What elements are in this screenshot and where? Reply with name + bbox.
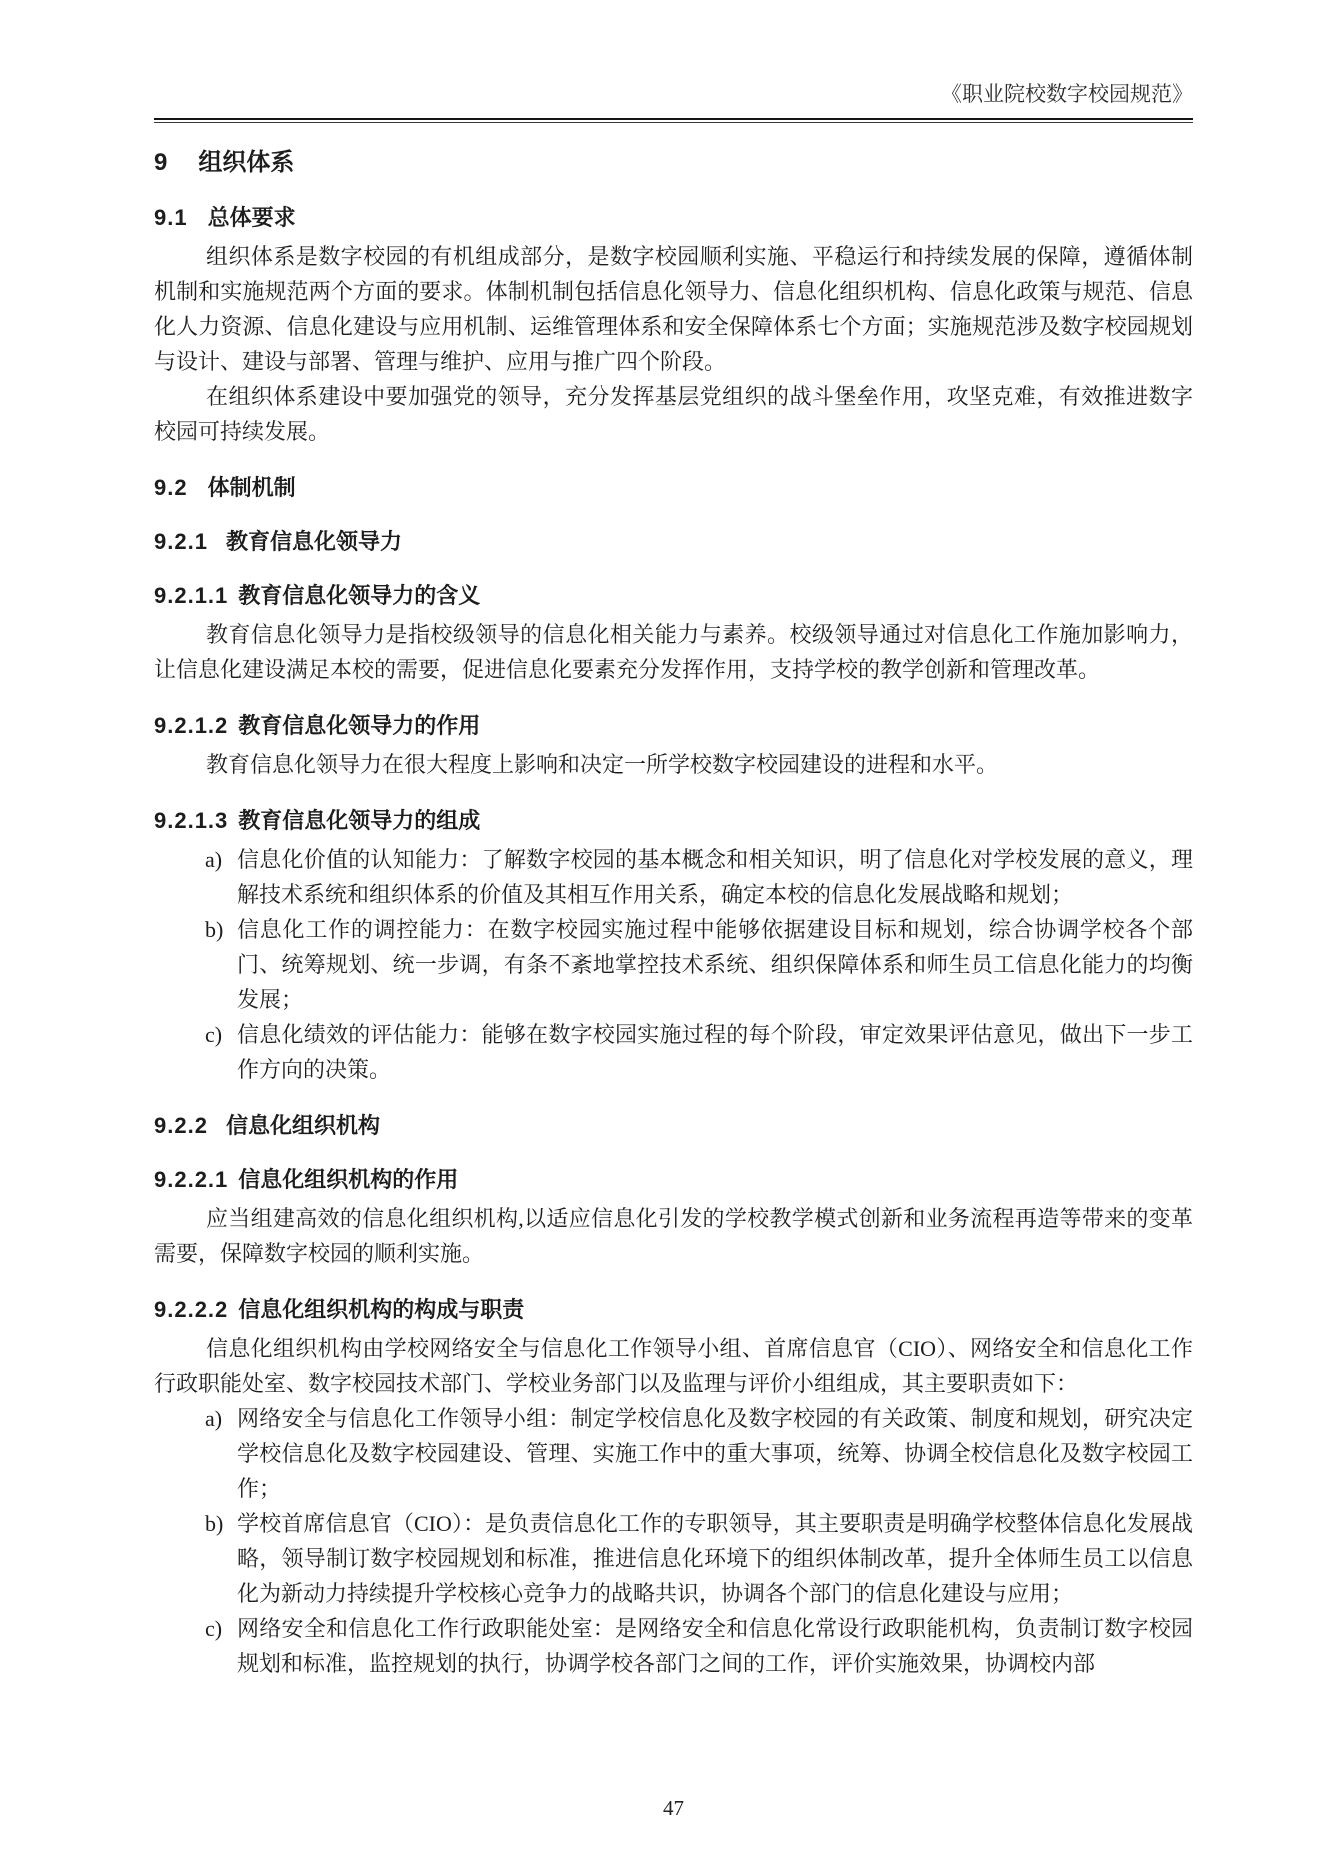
section-number: 9.2.1.2 — [154, 713, 229, 738]
header-title: 《职业院校数字校园规范》 — [941, 82, 1193, 106]
paragraph: 教育信息化领导力在很大程度上影响和决定一所学校数字校园建设的进程和水平。 — [206, 752, 999, 777]
list-marker: b) — [205, 1511, 224, 1536]
list-item-a — [154, 842, 1193, 912]
section-number: 9.2.2.1 — [154, 1167, 229, 1192]
list-item-text: 信息化价值的认知能力：了解数字校园的基本概念和相关知识，明了信息化对学校发展的意义，理解技术系统和组织体系的价值及其相互作用关系，确定本校的信息化发展战略和规划； — [237, 847, 1193, 907]
section-title: 总体要求 — [207, 205, 296, 230]
list-item-text: 信息化工作的调控能力：在数字校园实施过程中能够依据建设目标和规划，综合协调学校各个部门、统筹规划、统一步调，有条不紊地掌控技术系统、组织保障体系和师生员工信息化能力的均衡发展； — [237, 917, 1193, 1012]
chapter-heading-9 — [154, 147, 1193, 179]
list-item-c — [154, 1017, 1193, 1087]
list-marker: a) — [205, 847, 223, 872]
section-title: 信息化组织机构的构成与职责 — [238, 1297, 525, 1322]
list-item-b — [154, 912, 1193, 1017]
section-heading-9-1 — [154, 203, 1193, 233]
list-marker: c) — [205, 1616, 223, 1641]
section-number: 9.2.1.3 — [154, 808, 229, 833]
header-rule — [154, 118, 1193, 123]
list-marker: b) — [205, 917, 224, 942]
paragraph: 组织体系是数字校园的有机组成部分，是数字校园顺利实施、平稳运行和持续发展的保障，遵循体制机制和实施规范两个方面的要求。体制机制包括信息化领导力、信息化组织机构、信息化政策与规范、信息化人力资源、信息化建设与应用机制、运维管理体系和安全保障体系七个方面；实施规范涉及数字校园规划与设计、建设与部署、管理与维护、应用与推广四个阶段。 — [154, 244, 1193, 374]
section-title: 体制机制 — [207, 475, 296, 500]
section-title: 信息化组织机构的作用 — [238, 1167, 459, 1192]
chapter-title: 组织体系 — [198, 149, 295, 176]
list-marker: c) — [205, 1022, 223, 1047]
section-title: 教育信息化领导力的含义 — [238, 583, 481, 608]
list-item-text: 网络安全与信息化工作领导小组：制定学校信息化及数字校园的有关政策、制度和规划，研究决定学校信息化及数字校园建设、管理、实施工作中的重大事项，统筹、协调全校信息化及数字校园工作； — [237, 1406, 1193, 1501]
section-heading-9-2-1 — [154, 527, 1193, 557]
list-item-b — [154, 1506, 1193, 1611]
page-footer — [154, 1796, 1193, 1821]
section-number: 9.2.1 — [154, 529, 208, 554]
page-header — [154, 0, 1193, 106]
section-heading-9-2-2-1 — [154, 1165, 1193, 1195]
list-item-a — [154, 1401, 1193, 1506]
section-number: 9.1 — [154, 205, 188, 230]
paragraph: 应当组建高效的信息化组织机构,以适应信息化引发的学校教学模式创新和业务流程再造等带来的变革需要，保障数字校园的顺利实施。 — [154, 1206, 1193, 1266]
paragraph: 教育信息化领导力是指校级领导的信息化相关能力与素养。校级领导通过对信息化工作施加影响力，让信息化建设满足本校的需要，促进信息化要素充分发挥作用，支持学校的教学创新和管理改革。 — [154, 622, 1193, 682]
section-number: 9.2.1.1 — [154, 583, 229, 608]
section-title: 信息化组织机构 — [225, 1113, 380, 1138]
paragraph: 在组织体系建设中要加强党的领导，充分发挥基层党组织的战斗堡垒作用，攻坚克难，有效推进数字校园可持续发展。 — [154, 384, 1193, 444]
section-heading-9-2-2 — [154, 1111, 1193, 1141]
lettered-list — [154, 1401, 1193, 1681]
section-heading-9-2-1-2 — [154, 711, 1193, 741]
list-item-c — [154, 1611, 1193, 1681]
section-heading-9-2 — [154, 473, 1193, 503]
chapter-number: 9 — [154, 149, 169, 176]
lettered-list — [154, 842, 1193, 1087]
section-number: 9.2 — [154, 475, 188, 500]
section-number: 9.2.2.2 — [154, 1297, 229, 1322]
paragraph: 信息化组织机构由学校网络安全与信息化工作领导小组、首席信息官（CIO）、网络安全和信息化工作行政职能处室、数字校园技术部门、学校业务部门以及监理与评价小组组成，其主要职责如下： — [154, 1336, 1193, 1396]
section-heading-9-2-1-3 — [154, 806, 1193, 836]
section-title: 教育信息化领导力的作用 — [238, 713, 481, 738]
section-heading-9-2-1-1 — [154, 581, 1193, 611]
list-item-text: 学校首席信息官（CIO）：是负责信息化工作的专职领导，其主要职责是明确学校整体信息化发展战略，领导制订数字校园规划和标准，推进信息化环境下的组织体制改革，提升全体师生员工以信息化为新动力持续提升学校核心竞争力的战略共识，协调各个部门的信息化建设与应用； — [237, 1511, 1193, 1606]
list-marker: a) — [205, 1406, 223, 1431]
list-item-text: 信息化绩效的评估能力：能够在数字校园实施过程的每个阶段，审定效果评估意见，做出下一步工作方向的决策。 — [237, 1022, 1193, 1082]
section-number: 9.2.2 — [154, 1113, 208, 1138]
section-title: 教育信息化领导力的组成 — [238, 808, 481, 833]
section-title: 教育信息化领导力 — [225, 529, 402, 554]
list-item-text: 网络安全和信息化工作行政职能处室：是网络安全和信息化常设行政职能机构，负责制订数字校园规划和标准，监控规划的执行，协调学校各部门之间的工作，评价实施效果，协调校内部 — [237, 1616, 1193, 1676]
page-number: 47 — [663, 1796, 684, 1820]
section-heading-9-2-2-2 — [154, 1295, 1193, 1325]
